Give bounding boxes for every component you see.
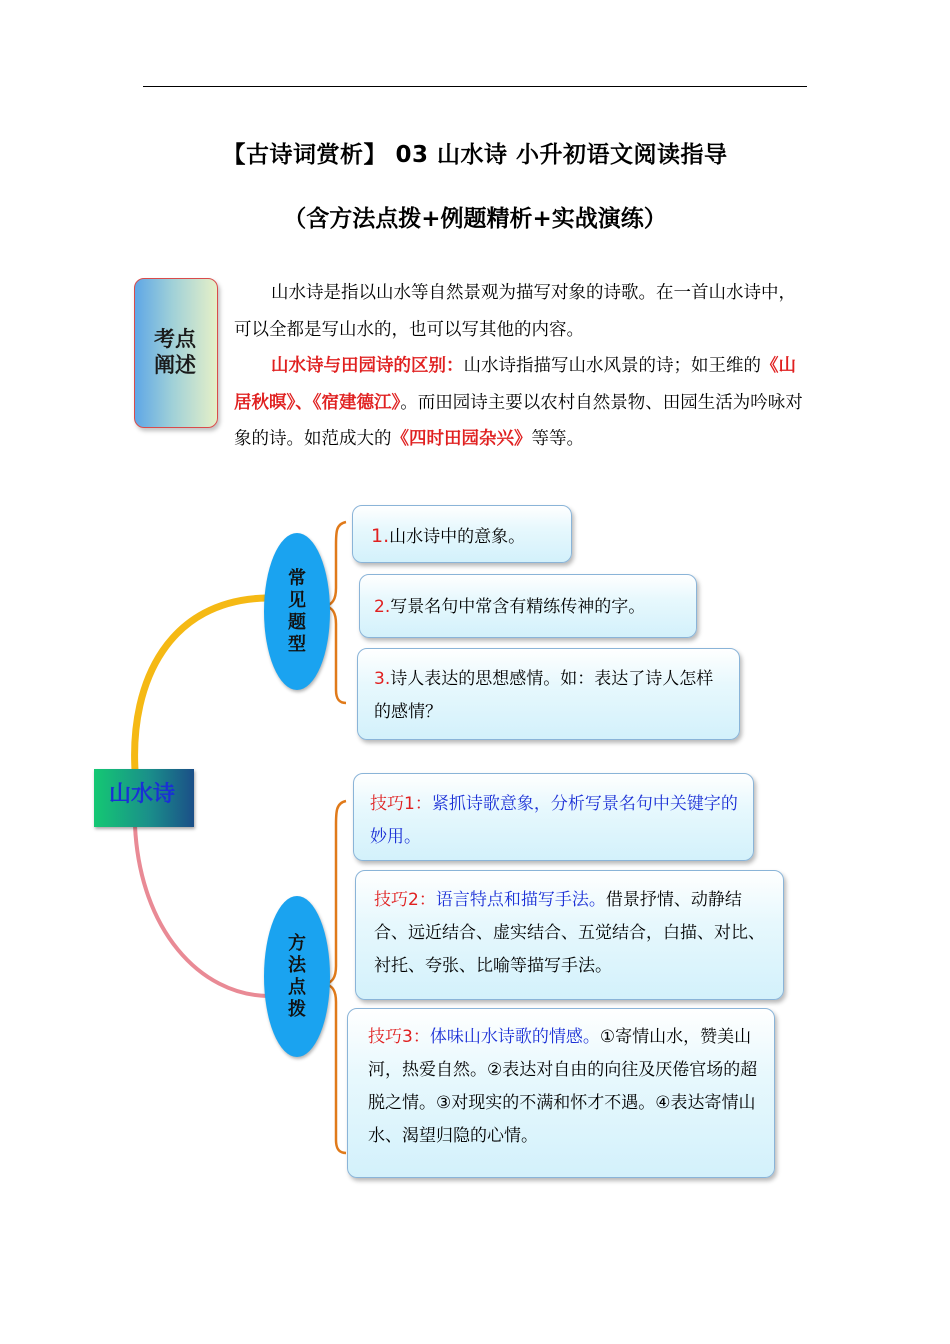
question-type-box-2: 2.写景名句中常含有精练传神的字。 (359, 574, 697, 638)
root-node-label: 山水诗 (108, 782, 175, 807)
page-title: 【古诗词赏析】 03 山水诗 小升初语文阅读指导 (222, 142, 728, 168)
kaodian-badge-label: 考点 阐述 (154, 327, 196, 377)
intro-paragraph-1: 山水诗是指以山水等自然景观为描写对象的诗歌。在一首山水诗中，可以全都是写山水的，也可以写其他的内容。 (234, 283, 796, 340)
page-subtitle: （含方法点拨+例题精析+实战演练） (283, 206, 667, 232)
method-box-1: 技巧1：紧抓诗歌意象，分析写景名句中关键字的妙用。 (353, 773, 754, 861)
method-box-3: 技巧3：体味山水诗歌的情感。①寄情山水，赞美山河，热爱自然。②表达对自由的向往及厌倦官场的超脱之情。③对现实的不满和怀才不遇。④表达寄情山水、渴望归隐的心情。 (347, 1008, 775, 1178)
branch-label-question-types: 常 见 题 型 (288, 568, 306, 655)
intro-paragraph-2: 山水诗与田园诗的区别：山水诗指描写山水风景的诗；如王维的《山居秋暝》、《宿建德江》。而田园诗主要以农村自然景物、田园生活为吟咏对象的诗。如范成大的《四时田园杂兴》等等。 (234, 356, 803, 449)
question-type-box-1: 1.山水诗中的意象。 (352, 505, 572, 563)
question-type-box-3: 3.诗人表达的思想感情。如：表达了诗人怎样的感情？ (357, 648, 740, 740)
link-bottom (135, 826, 268, 996)
link-top (135, 598, 266, 770)
method-box-2: 技巧2：语言特点和描写手法。借景抒情、动静结合、远近结合、虚实结合、五觉结合，白描、对比、衬托、夸张、比喻等描写手法。 (355, 870, 784, 1000)
branch-label-methods: 方 法 点 拨 (288, 933, 306, 1020)
